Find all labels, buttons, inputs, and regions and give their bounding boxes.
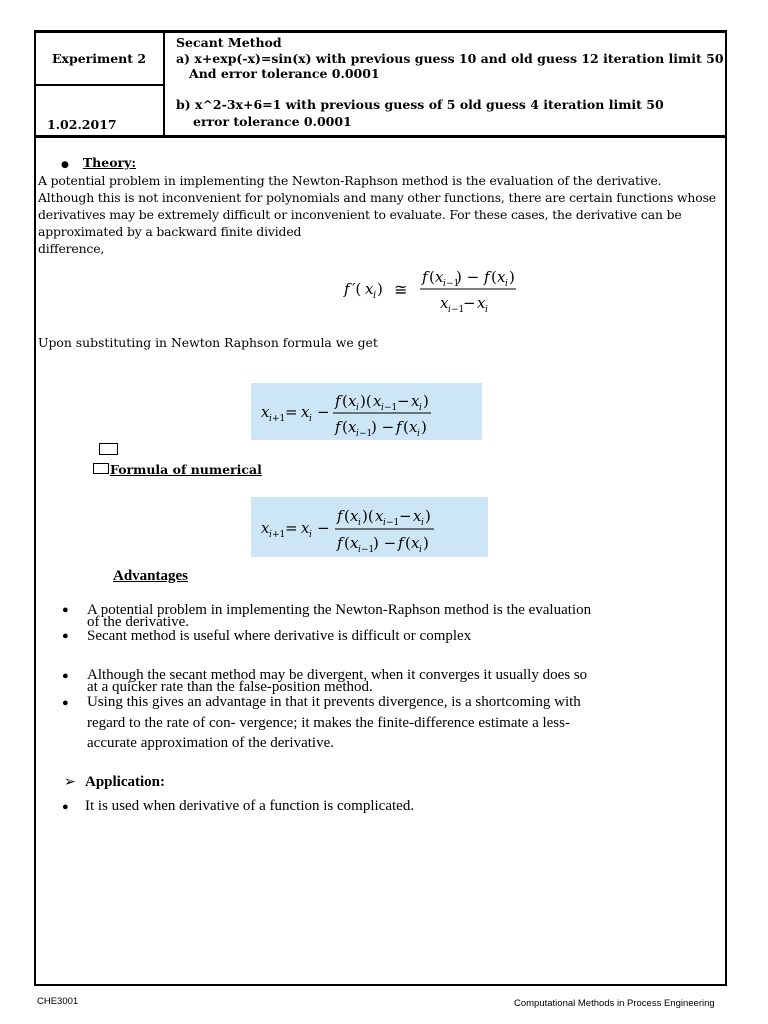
svg-text:f: f xyxy=(396,418,402,436)
svg-text:x: x xyxy=(373,392,382,410)
svg-text:x: x xyxy=(301,403,310,421)
theory-line: approximated by a backward finite divided xyxy=(38,224,302,239)
svg-text:): ) xyxy=(425,507,431,525)
svg-text:i: i xyxy=(269,530,272,540)
footer-course-code: CHE3001 xyxy=(37,996,79,1007)
svg-text:=: = xyxy=(285,519,298,537)
svg-text:(: ( xyxy=(405,534,411,552)
svg-text:−1: −1 xyxy=(446,279,460,289)
substitution-text: Upon substituting in Newton Raphson formula we get xyxy=(38,335,378,350)
svg-text:i: i xyxy=(485,305,488,314)
svg-text:−: − xyxy=(463,294,476,312)
secant-formula-2 xyxy=(251,497,488,557)
svg-text:) −: ) − xyxy=(371,418,395,436)
svg-text:): ) xyxy=(423,534,429,552)
advantage-item-1-line1: A potential problem in implementing the Newton-Raphson method is the evaluation xyxy=(87,602,592,618)
svg-text:x: x xyxy=(435,268,444,286)
svg-text:x: x xyxy=(409,418,418,436)
advantage-bullet: ● xyxy=(62,697,69,709)
advantage-item-4-line1: Using this gives an advantage in that it prevents divergence, is a shortcoming with xyxy=(87,694,581,710)
svg-text:): ) xyxy=(421,418,427,436)
formula-label: Formula of numerical xyxy=(110,462,262,477)
svg-text:): ) xyxy=(377,280,383,298)
experiment-date: 1.02.2017 xyxy=(47,117,117,132)
svg-text:x: x xyxy=(261,519,270,537)
application-bullet: ● xyxy=(62,801,69,813)
svg-text:i: i xyxy=(381,403,384,413)
theory-heading xyxy=(61,155,136,170)
advantage-item-2: Secant method is useful where derivative is difficult or complex xyxy=(87,628,472,644)
theory-line: A potential problem in implementing the Newton-Raphson method is the evaluation of the derivative. xyxy=(38,173,662,188)
svg-text:x: x xyxy=(411,534,420,552)
svg-text:i: i xyxy=(443,279,446,289)
application-heading: Application: xyxy=(85,774,166,790)
svg-text:−: − xyxy=(317,403,330,421)
svg-text:i: i xyxy=(383,518,386,528)
svg-text:x: x xyxy=(348,392,357,410)
svg-text:−1: −1 xyxy=(384,403,398,413)
svg-text:(: ( xyxy=(342,418,348,436)
svg-text:i: i xyxy=(448,305,451,314)
svg-text:x: x xyxy=(477,294,486,312)
svg-text:i: i xyxy=(358,545,361,555)
arrow-bullet-icon: ➢ xyxy=(64,775,76,790)
svg-text:) −: ) − xyxy=(373,534,397,552)
advantage-bullet: ● xyxy=(62,604,69,616)
svg-text:(: ( xyxy=(344,534,350,552)
backward-difference-equation xyxy=(342,264,542,314)
svg-text:i: i xyxy=(417,429,420,439)
svg-text:x: x xyxy=(440,294,449,312)
secant-formula-box-2 xyxy=(251,497,488,557)
theory-title: Theory: xyxy=(82,155,137,170)
advantage-item-3-line1: Although the secant method may be divergent, when it converges it usually does so xyxy=(87,667,588,683)
application-item: It is used when derivative of a function is complicated. xyxy=(85,798,415,814)
svg-text:(: ( xyxy=(342,392,348,410)
part-a-line2: And error tolerance 0.0001 xyxy=(189,66,380,81)
svg-text:i: i xyxy=(356,429,359,439)
svg-text:): ) xyxy=(423,392,429,410)
svg-text:−: − xyxy=(317,519,330,537)
svg-text:f: f xyxy=(398,534,404,552)
empty-checkbox-icon xyxy=(93,463,109,474)
svg-text:f: f xyxy=(422,268,428,286)
svg-text:x: x xyxy=(411,392,420,410)
svg-text:−1: −1 xyxy=(361,545,375,555)
part-b-line2: error tolerance 0.0001 xyxy=(193,114,352,129)
svg-text:f: f xyxy=(335,392,341,410)
svg-text:x: x xyxy=(497,268,506,286)
svg-text:i: i xyxy=(269,414,272,424)
svg-text:i: i xyxy=(309,414,312,424)
svg-text:): ) xyxy=(509,268,515,286)
svg-text:) −: ) − xyxy=(456,268,480,286)
svg-text:x: x xyxy=(301,519,310,537)
svg-text:x: x xyxy=(413,507,422,525)
svg-text:−: − xyxy=(399,507,412,525)
header-divider-left xyxy=(34,84,164,86)
theory-paragraph xyxy=(38,172,728,257)
svg-text:x: x xyxy=(261,403,270,421)
svg-text:i: i xyxy=(373,290,377,301)
advantage-item-4-line3: accurate approximation of the derivative. xyxy=(87,735,334,751)
svg-text:x: x xyxy=(375,507,384,525)
svg-text:(: ( xyxy=(403,418,409,436)
svg-text:i: i xyxy=(505,279,508,289)
svg-text:=: = xyxy=(285,403,298,421)
svg-text:f: f xyxy=(344,280,350,298)
svg-text:(: ( xyxy=(344,507,350,525)
advantage-item-4-line2: regard to the rate of con- vergence; it makes the finite-difference estimate a less- xyxy=(87,715,570,731)
svg-text:′(: ′( xyxy=(352,280,362,298)
svg-text:x: x xyxy=(350,534,359,552)
svg-text:f: f xyxy=(337,507,343,525)
experiment-label: Experiment 2 xyxy=(52,51,147,66)
advantage-bullet: ● xyxy=(62,630,69,642)
svg-text:i: i xyxy=(421,518,424,528)
advantage-bullet: ● xyxy=(62,670,69,682)
svg-text:+1: +1 xyxy=(272,414,286,424)
theory-line: difference, xyxy=(38,241,105,256)
secant-formula xyxy=(251,383,482,440)
svg-text:i: i xyxy=(419,545,422,555)
svg-text:f: f xyxy=(337,534,343,552)
svg-text:i: i xyxy=(356,403,359,413)
secant-formula-box xyxy=(251,383,482,440)
svg-text:−1: −1 xyxy=(451,305,465,314)
theory-line: Although this is not inconvenient for polynomials and many other functions, there are certain functions whose xyxy=(38,190,716,205)
svg-text:)(: )( xyxy=(360,392,372,410)
part-b-line1: b) x^2-3x+6=1 with previous guess of 5 old guess 4 iteration limit 50 xyxy=(176,97,664,112)
footer-course-name: Computational Methods in Process Engineering xyxy=(514,998,715,1009)
svg-text:f: f xyxy=(484,268,490,286)
part-a-line1: a) x+exp(-x)=sin(x) with previous guess 10 and old guess 12 iteration limit 50 xyxy=(176,51,724,66)
svg-text:−: − xyxy=(397,392,410,410)
svg-text:(: ( xyxy=(491,268,497,286)
svg-text:x: x xyxy=(365,280,374,298)
theory-bullet: ● xyxy=(61,160,69,170)
svg-text:≅: ≅ xyxy=(394,280,408,299)
svg-text:(: ( xyxy=(429,268,435,286)
svg-text:−1: −1 xyxy=(386,518,400,528)
empty-checkbox-icon xyxy=(99,443,118,455)
svg-text:−1: −1 xyxy=(359,429,373,439)
svg-text:)(: )( xyxy=(362,507,374,525)
svg-text:x: x xyxy=(348,418,357,436)
advantage-item-3-line2: at a quicker rate than the false-position method. xyxy=(87,679,373,695)
svg-text:i: i xyxy=(419,403,422,413)
svg-text:i: i xyxy=(309,530,312,540)
svg-text:x: x xyxy=(350,507,359,525)
svg-text:+1: +1 xyxy=(272,530,286,540)
advantages-heading: Advantages xyxy=(113,568,189,584)
header-divider-bottom xyxy=(34,135,727,138)
theory-line: derivatives may be extremely difficult or inconvenient to evaluate. For these cases, the derivative can be xyxy=(38,207,682,222)
svg-text:f: f xyxy=(335,418,341,436)
experiment-title: Secant Method xyxy=(176,35,282,50)
advantage-item-1-line2: of the derivative. xyxy=(87,614,190,630)
svg-text:i: i xyxy=(358,518,361,528)
